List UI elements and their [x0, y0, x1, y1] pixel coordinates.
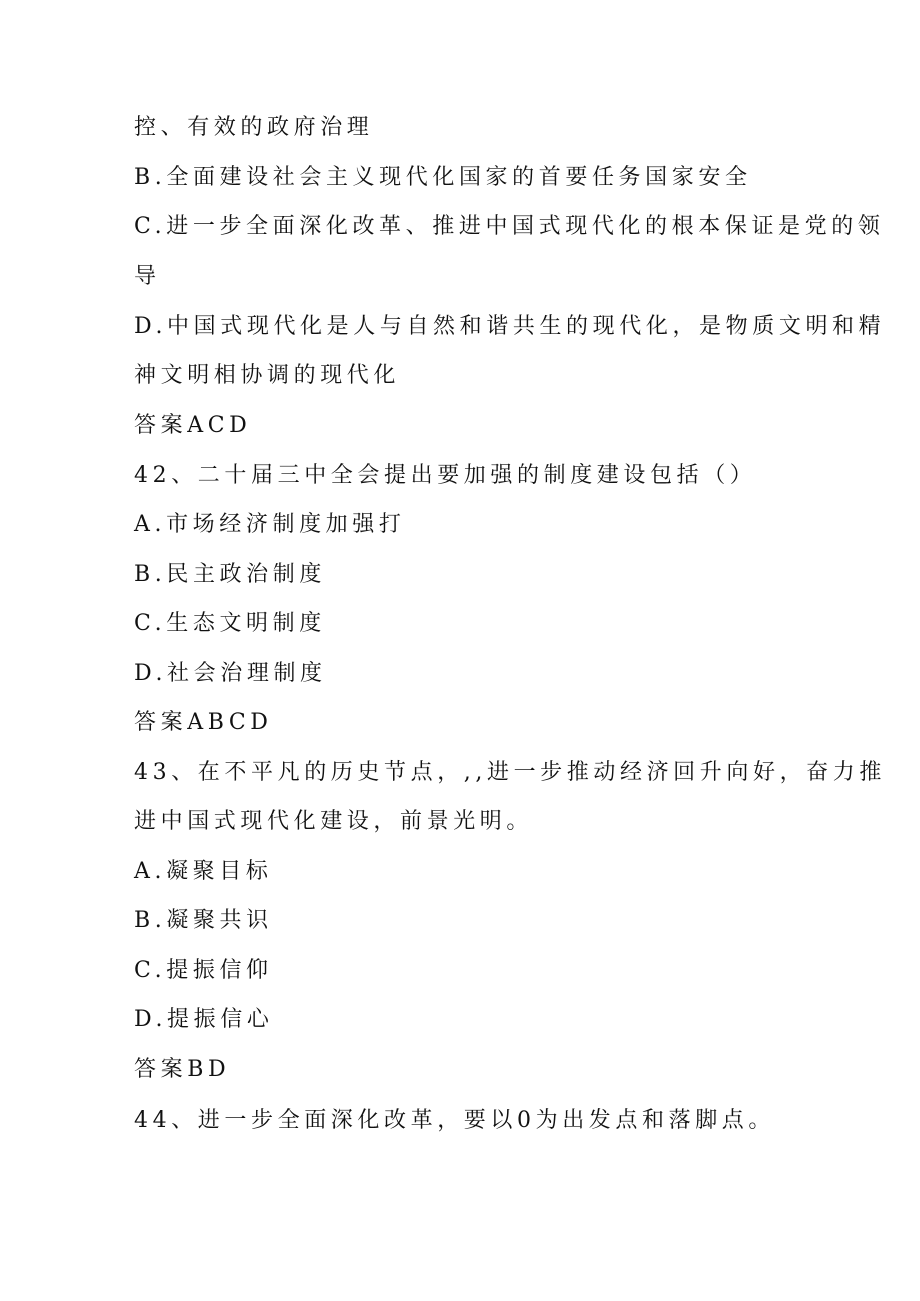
q43-option-c: C.提振信仰 — [134, 958, 273, 983]
q43-answer: 答案BD — [134, 1057, 231, 1082]
q41-option-d-continuation: 神文明相协调的现代化 — [134, 363, 401, 388]
q41-option-c-continuation: 导 — [134, 264, 161, 289]
q43-question-continuation: 进中国式现代化建设，前景光明。 — [134, 809, 534, 834]
q43-option-a: A.凝聚目标 — [134, 859, 273, 884]
q42-answer: 答案ABCD — [134, 710, 273, 735]
q43-option-b: B.凝聚共识 — [134, 908, 273, 933]
q41-answer: 答案ACD — [134, 413, 252, 438]
q41-option-c: C.进一步全面深化改革、推进中国式现代化的根本保证是党的领 — [134, 214, 885, 239]
q41-option-d: D.中国式现代化是人与自然和谐共生的现代化，是物质文明和精 — [134, 314, 886, 339]
q43-question: 43、在不平凡的历史节点，,,进一步推动经济回升向好，奋力推 — [134, 760, 886, 785]
q41-option-b: B.全面建设社会主义现代化国家的首要任务国家安全 — [134, 165, 752, 190]
q42-option-d: D.社会治理制度 — [134, 661, 327, 686]
q42-option-a: A.市场经济制度加强打 — [134, 512, 406, 537]
q44-question: 44、进一步全面深化改革，要以0为出发点和落脚点。 — [134, 1108, 775, 1133]
option-a-continuation: 控、有效的政府治理 — [134, 115, 374, 140]
q42-option-b: B.民主政治制度 — [134, 562, 326, 587]
q42-option-c: C.生态文明制度 — [134, 611, 326, 636]
q43-option-d: D.提振信心 — [134, 1007, 274, 1032]
q42-question: 42、二十届三中全会提出要加强的制度建设包括（） — [134, 463, 757, 488]
